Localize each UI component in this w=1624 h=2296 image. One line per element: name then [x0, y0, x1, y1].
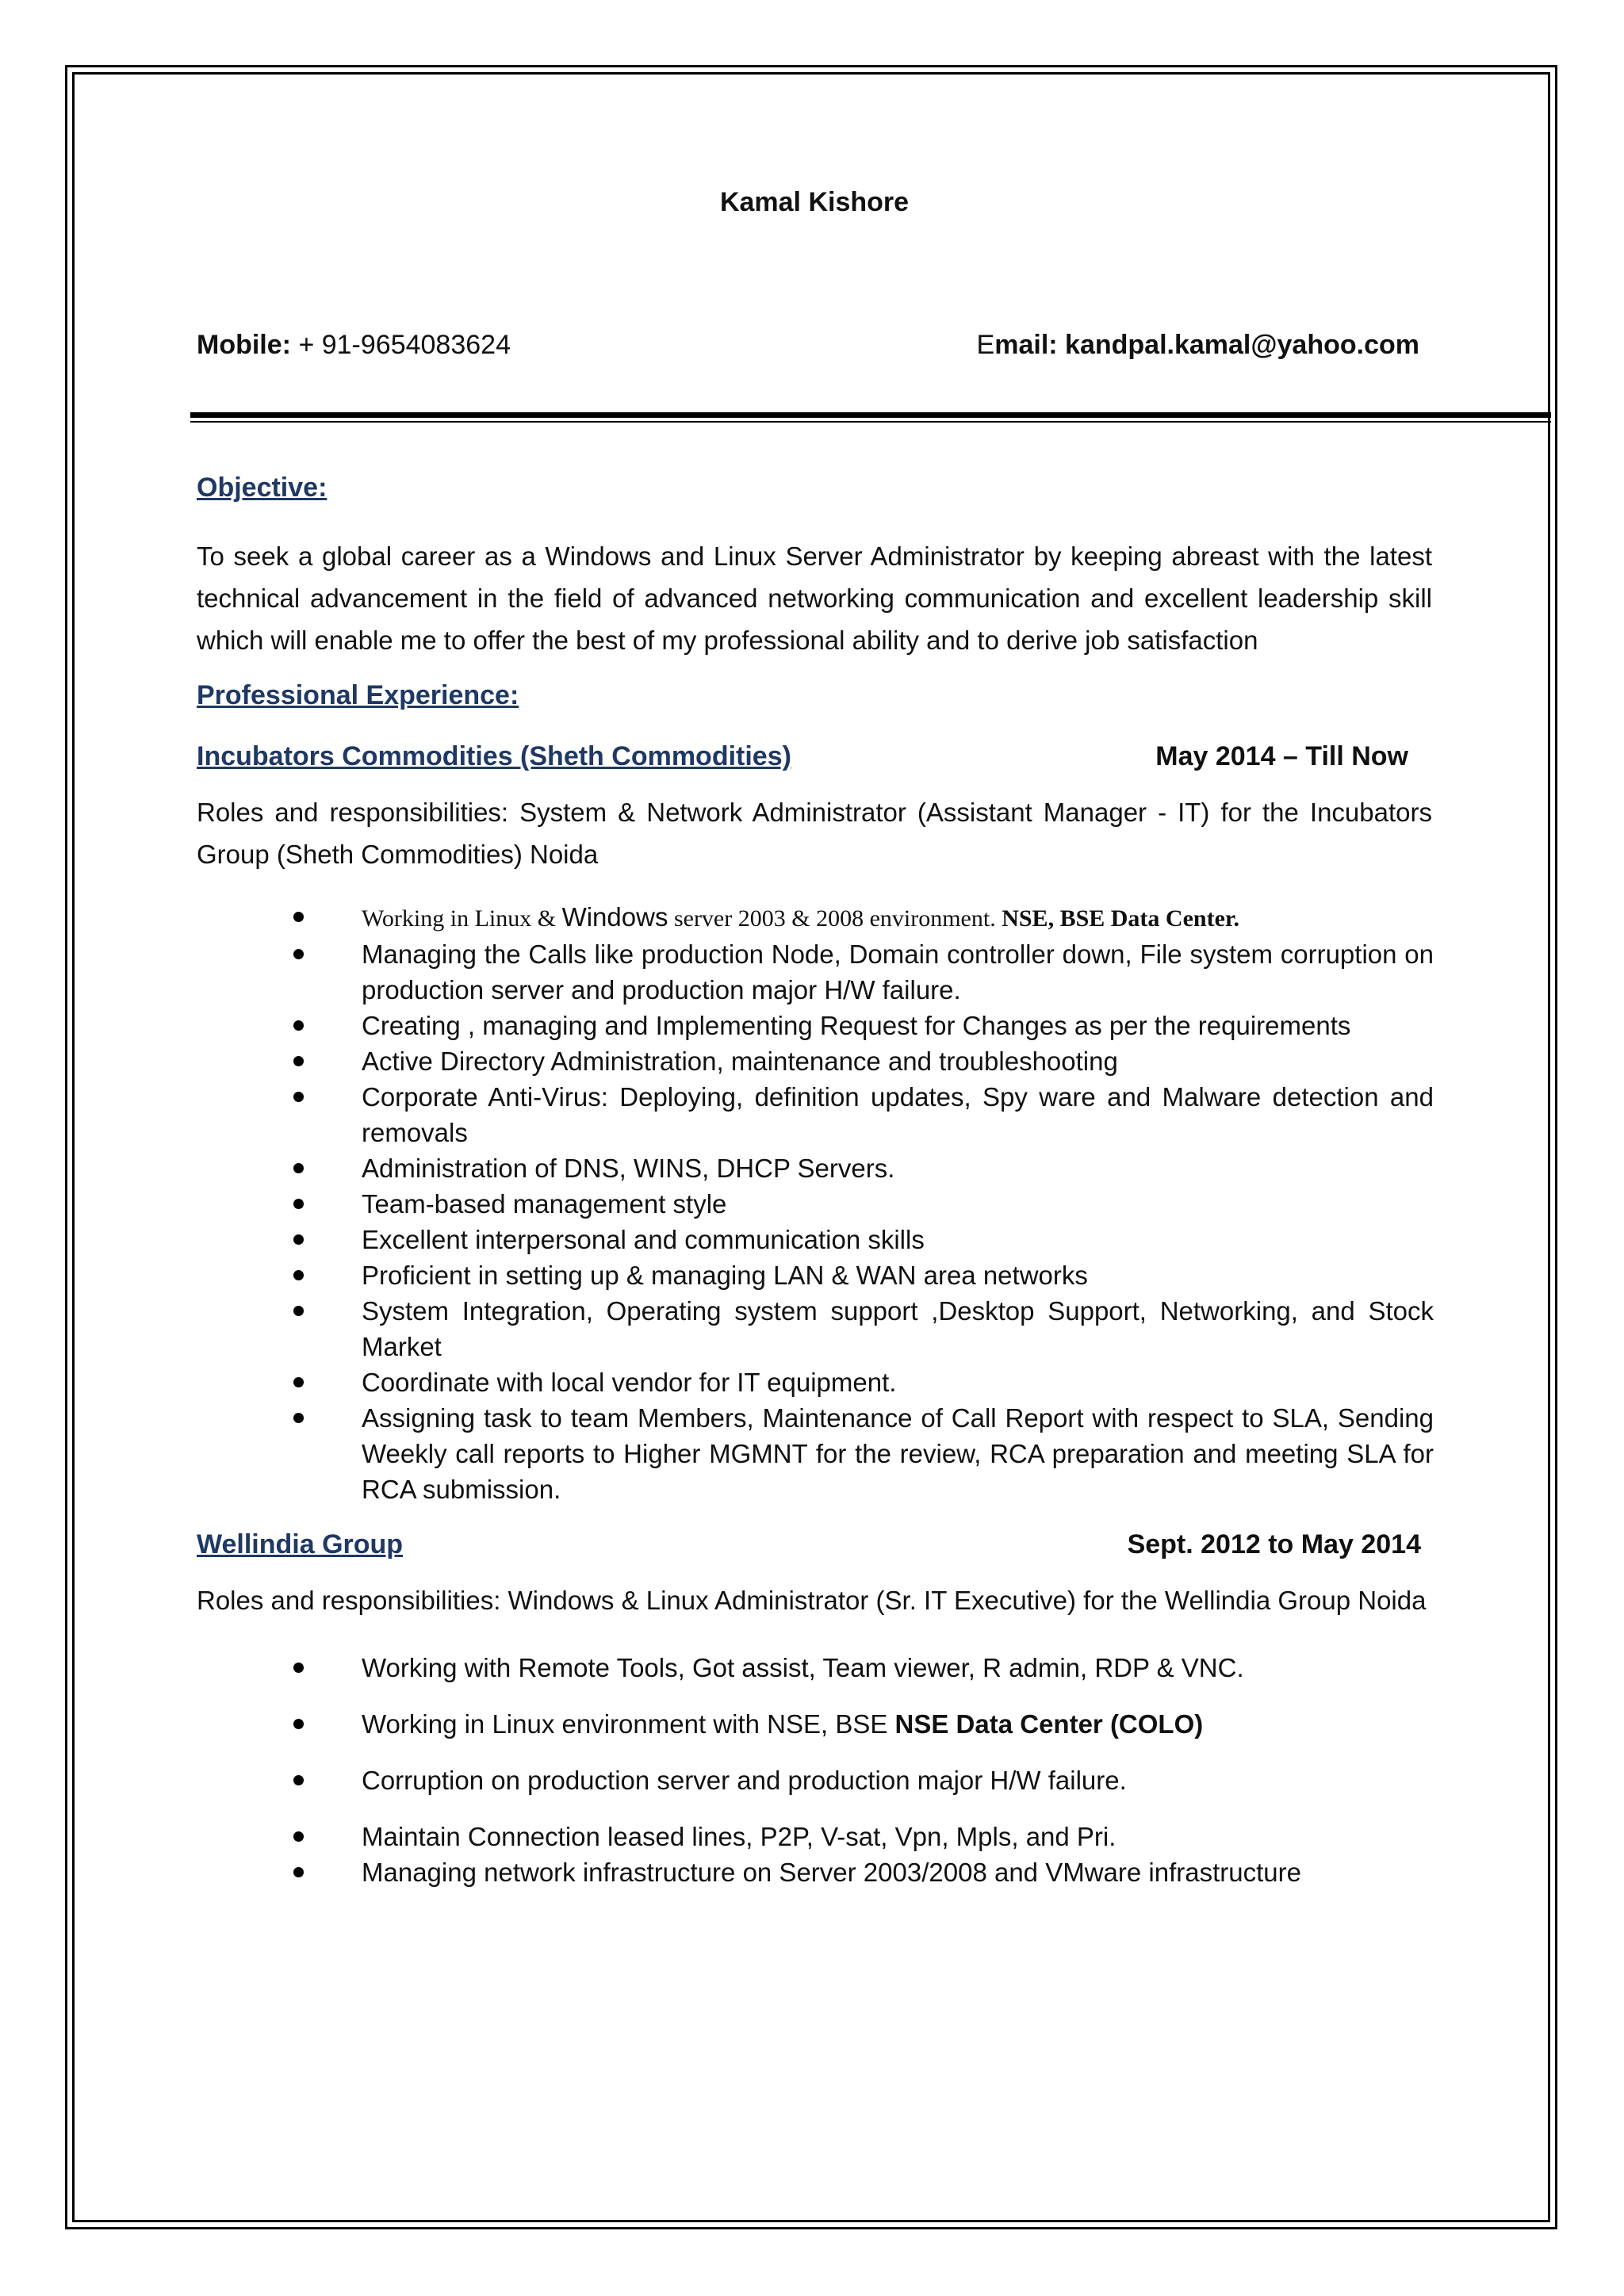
bullet-icon: [293, 1306, 304, 1316]
candidate-name: Kamal Kishore: [719, 187, 910, 217]
header-rule-thick: [190, 412, 1551, 418]
email-label-prefix: E: [976, 330, 995, 360]
mobile-label: Mobile:: [197, 330, 291, 360]
experience-heading: Professional Experience:: [197, 680, 519, 710]
objective-text: To seek a global career as a Windows and Linux Server Administrator by keeping abreast with the latest technical advancement in the field of advanced networking communication and excellent leadership skill which will enable me to offer the best of my professional ability and to derive job satisfaction: [197, 541, 1432, 655]
list-item: Proficient in setting up & managing LAN & WAN area networks: [293, 1257, 1434, 1293]
job-2-roles: Roles and responsibilities: Windows & Linux Administrator (Sr. IT Executive) for the Wellindia Group Noida: [197, 1586, 1427, 1615]
job-1-header: [197, 741, 1432, 772]
list-item: Working in Linux & Windows server 2003 & 2008 environment. NSE, BSE Data Center.: [293, 899, 1434, 936]
bullet-icon: [293, 949, 304, 959]
bullet-icon: [293, 1199, 304, 1209]
bullet-icon: [293, 1663, 304, 1673]
list-item: Team-based management style: [293, 1186, 1434, 1222]
mobile-info: [197, 330, 511, 361]
objective-section: [197, 473, 1432, 1890]
job-2-company: Wellindia Group: [197, 1529, 404, 1559]
bullet-icon: [293, 1020, 304, 1031]
header-rule-thin: [190, 421, 1551, 423]
job-1-company: Incubators Commodities (Sheth Commodities): [197, 741, 791, 771]
job-2-header: [197, 1529, 1432, 1560]
bullet-icon: [293, 1377, 304, 1387]
list-item: Working in Linux environment with NSE, BSE NSE Data Center (COLO): [293, 1706, 1434, 1742]
list-item: Creating , managing and Implementing Request for Changes as per the requirements: [293, 1008, 1434, 1043]
list-item: Administration of DNS, WINS, DHCP Servers.: [293, 1150, 1434, 1186]
list-item: Managing network infrastructure on Server 2003/2008 and VMware infrastructure: [293, 1854, 1434, 1890]
list-item: Working with Remote Tools, Got assist, Team viewer, R admin, RDP & VNC.: [293, 1650, 1434, 1686]
bullet-icon: [293, 1413, 304, 1423]
list-item: System Integration, Operating system support ,Desktop Support, Networking, and Stock Market: [293, 1293, 1434, 1364]
mobile-value: + 91-9654083624: [298, 330, 511, 360]
bullet-icon: [293, 912, 304, 922]
list-item: Active Directory Administration, maintenance and troubleshooting: [293, 1043, 1434, 1079]
bullet-icon: [293, 1092, 304, 1102]
bullet-icon: [293, 1234, 304, 1245]
bullet-icon: [293, 1163, 304, 1173]
job-2-bullets: [0, 1650, 1434, 1890]
list-item: Assigning task to team Members, Maintenance of Call Report with respect to SLA, Sending Weekly call reports to Higher MGMNT for the review, RCA preparation and meeting SLA for RCA submission.: [293, 1400, 1434, 1507]
bullet-icon: [293, 1867, 304, 1877]
contact-line: [197, 330, 1432, 361]
bullet-icon: [293, 1056, 304, 1066]
list-item: Corporate Anti-Virus: Deploying, definition updates, Spy ware and Malware detection and removals: [293, 1079, 1434, 1150]
bullet-icon: [293, 1831, 304, 1842]
bullet-icon: [293, 1270, 304, 1280]
job-1-dates: May 2014 – Till Now: [1155, 741, 1408, 771]
email-info: [977, 330, 1419, 361]
list-item: Managing the Calls like production Node, Domain controller down, File system corruption on production server and production major H/W failure.: [293, 936, 1434, 1008]
list-item: Coordinate with local vendor for IT equipment.: [293, 1364, 1434, 1400]
list-item: Corruption on production server and production major H/W failure.: [293, 1762, 1434, 1798]
bullet-icon: [293, 1719, 304, 1729]
job-2-dates: Sept. 2012 to May 2014: [1127, 1529, 1421, 1559]
list-item: Maintain Connection leased lines, P2P, V-sat, Vpn, Mpls, and Pri.: [293, 1819, 1434, 1854]
objective-heading: Objective:: [197, 473, 327, 503]
bullet-icon: [293, 1775, 304, 1785]
email-value: mail: kandpal.kamal@yahoo.com: [994, 330, 1419, 360]
job-1-bullets: [0, 899, 1434, 1507]
job-1-roles: Roles and responsibilities: System & Network Administrator (Assistant Manager - IT) for the Incubators Group (Sheth Commodities) Noida: [197, 798, 1432, 869]
list-item: Excellent interpersonal and communication skills: [293, 1222, 1434, 1257]
